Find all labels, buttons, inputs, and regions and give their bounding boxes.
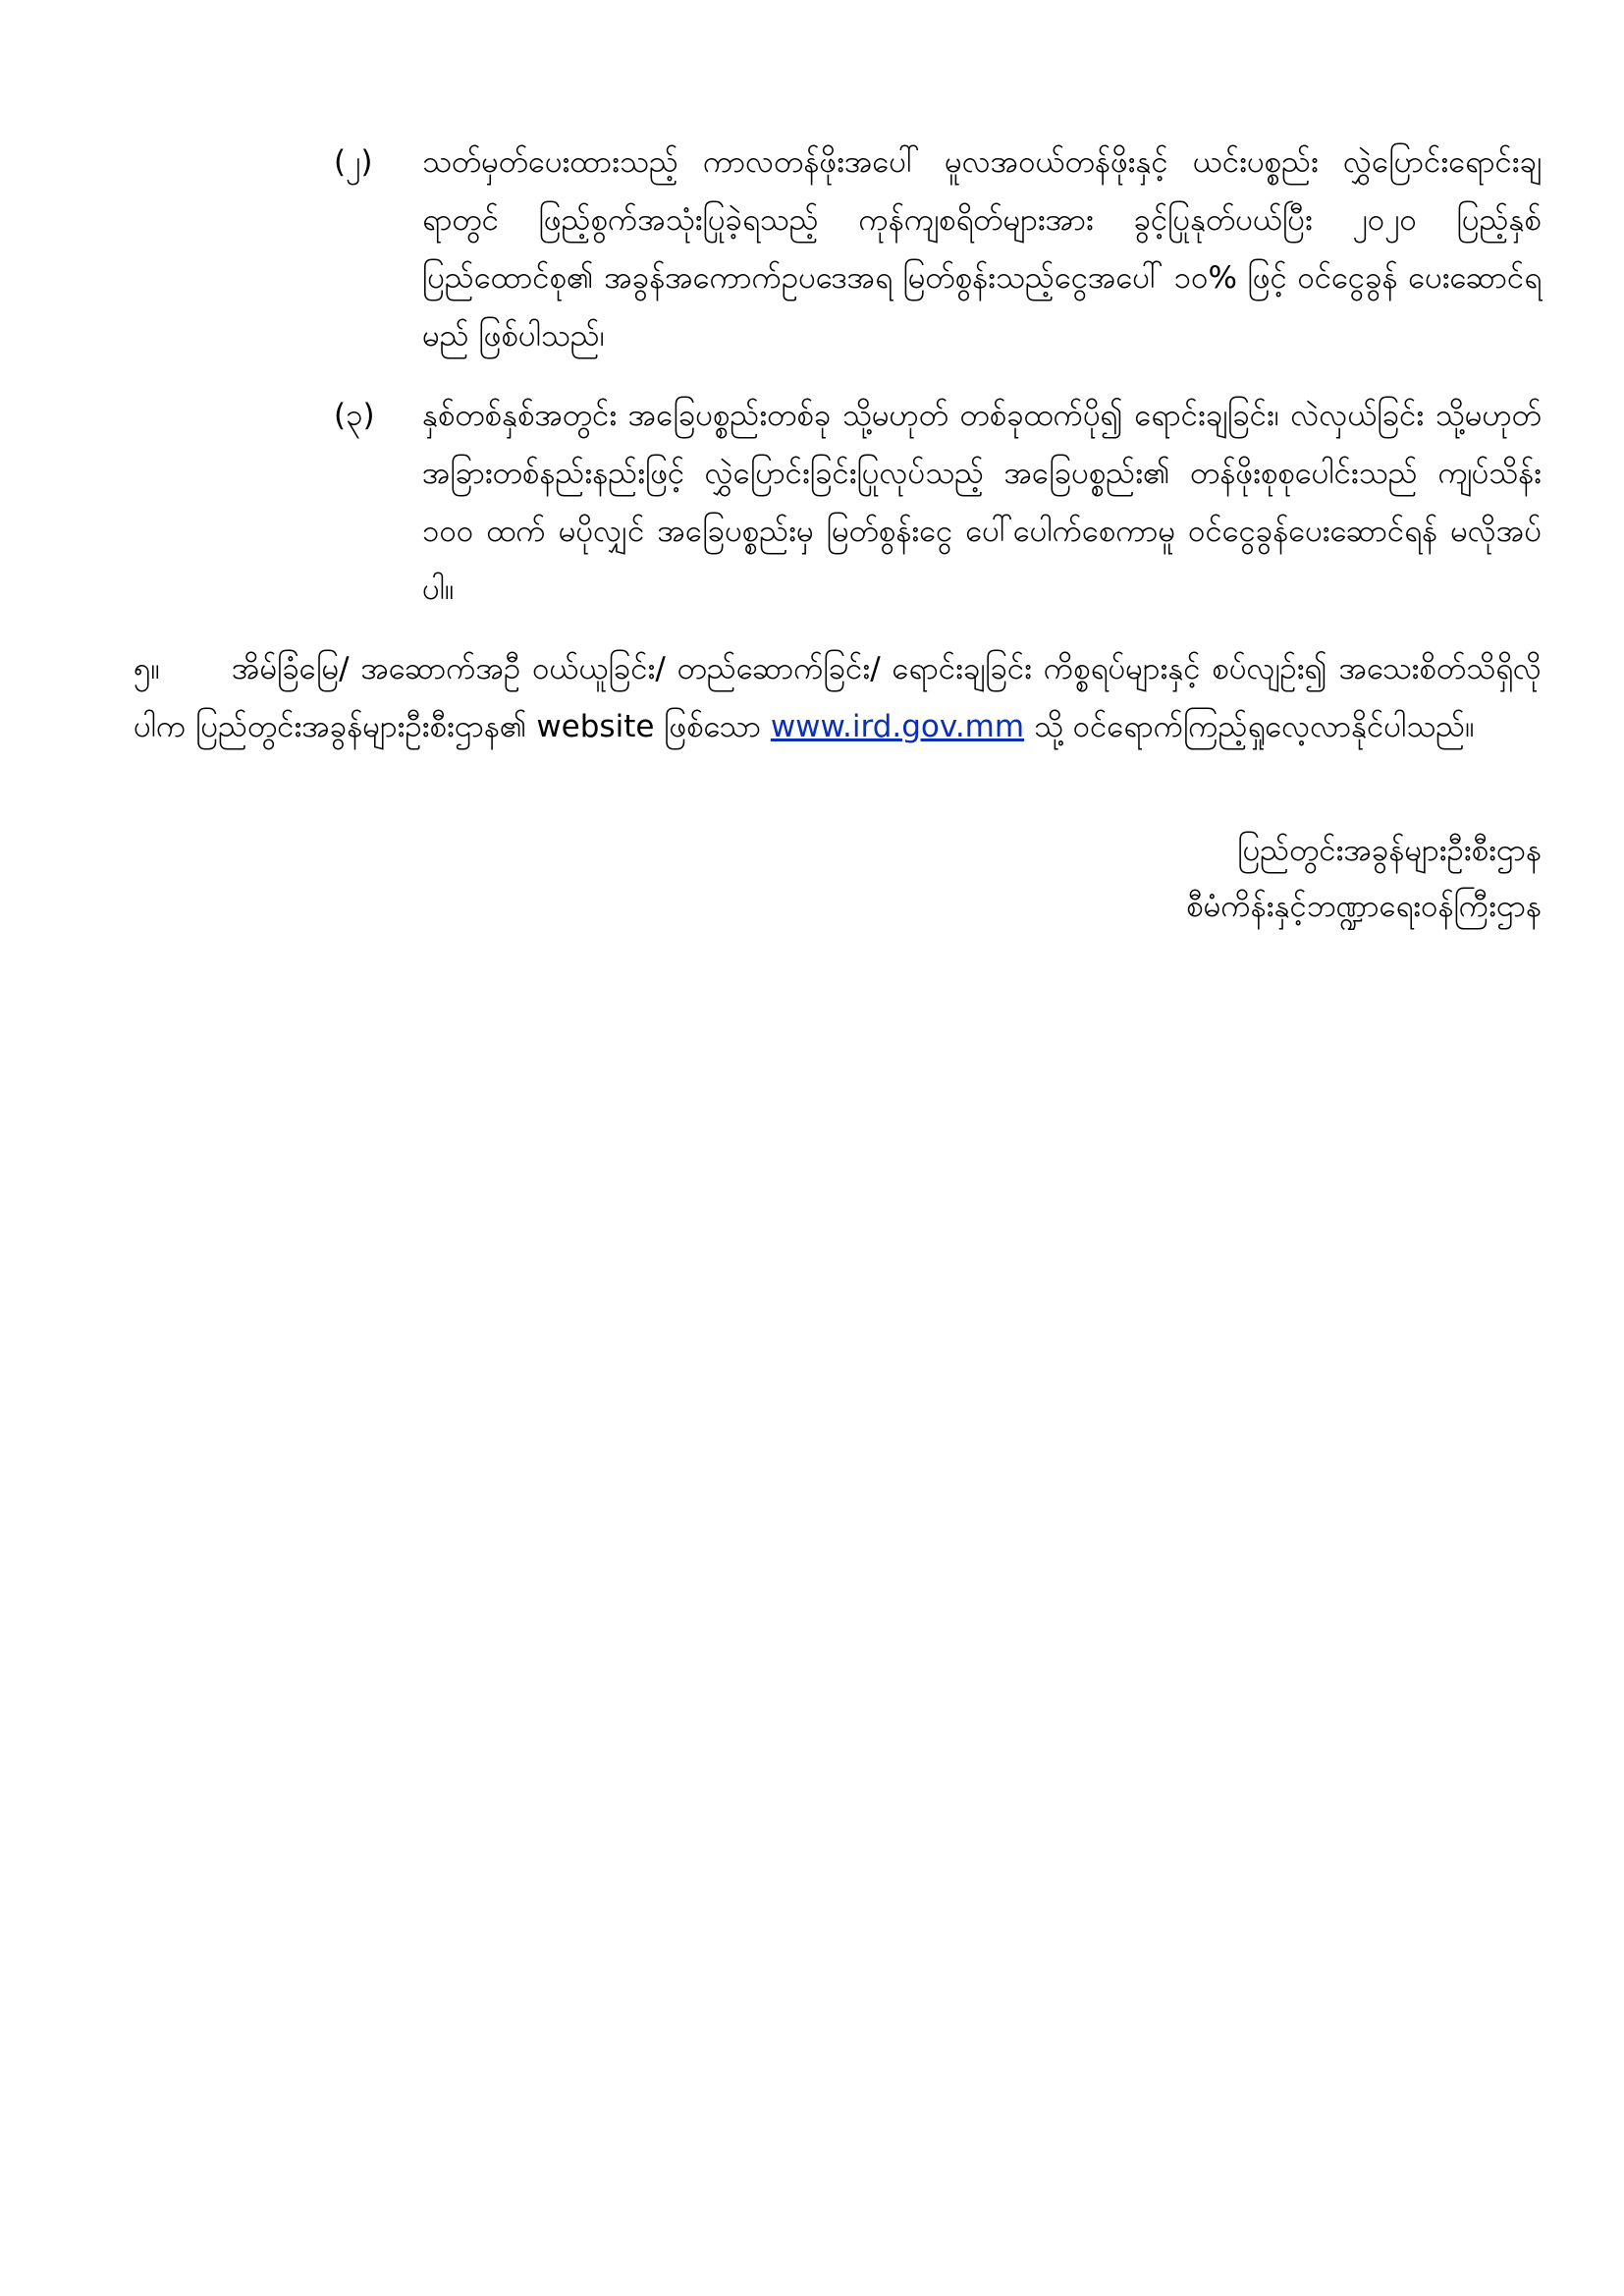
signature-block (854, 823, 1542, 935)
list-item-number: (၃) (334, 398, 375, 433)
signature-ministry: စီမံကိန်းနှင့်ဘဏ္ဍာရေးဝန်ကြီးဌာန (1186, 889, 1542, 924)
ird-website-link[interactable]: www.ird.gov.mm (770, 709, 1025, 744)
paragraph-5 (134, 640, 1542, 756)
paragraph-text-end: သို့ ဝင်ရောက်ကြည့်ရှုလေ့လာနိုင်ပါသည်။ (1033, 709, 1475, 744)
list-item-number: (၂) (334, 144, 373, 180)
paragraph-text: အိမ်ခြံမြေ/ အဆောက်အဦ ဝယ်ယူခြင်း/ တည်ဆောက်ခြင်း/ ရောင်းချခြင်း ကိစ္စရပ်များနှင့် စပ်လျဉ်း၍ အသေးစိတ်သိရှိလိုပါက ပြည်တွင်းအခွန်များဦးစီးဌာန၏ website ဖြစ်သော (134, 651, 1542, 744)
list-item-text: နှစ်တစ်နှစ်အတွင်း အခြေပစ္စည်းတစ်ခု သို့မဟုတ် တစ်ခုထက်ပို၍ ရောင်းချခြင်း၊ လဲလှယ်ခြင်း သို့မဟုတ် အခြားတစ်နည်းနည်းဖြင့် လွှဲပြောင်းခြင်းပြုလုပ်သည့် အခြေပစ္စည်း၏ တန်ဖိုးစုစုပေါင်းသည် ကျပ်သိန်း ၁၀၀ ထက် မပိုလျှင် အခြေပစ္စည်းမှ မြတ်စွန်းငွေ ပေါ်ပေါက်စေကာမူ ဝင်ငွေခွန်ပေးဆောင်ရန် မလိုအပ်ပါ။ (422, 398, 1542, 607)
signature-department: ပြည်တွင်းအခွန်များဦးစီးဌာန (1237, 833, 1542, 868)
list-item-text: သတ်မှတ်ပေးထားသည့် ကာလတန်ဖိုးအပေါ် မူလအဝယ်တန်ဖိုးနှင့် ယင်းပစ္စည်း လွှဲပြောင်းရောင်းချရာတွင် ဖြည့်စွက်အသုံးပြုခဲ့ရသည့် ကုန်ကျစရိတ်များအား ခွင့်ပြုနုတ်ပယ်ပြီး ၂၀၂၀ ပြည့်နှစ် ပြည်ထောင်စု၏ အခွန်အကောက်ဥပဒေအရ မြတ်စွန်းသည့်ငွေအပေါ် ၁၀% ဖြင့် ဝင်ငွေခွန် ပေးဆောင်ရမည် ဖြစ်ပါသည်၊ (422, 144, 1542, 354)
paragraph-number: ၅။ (134, 651, 160, 686)
